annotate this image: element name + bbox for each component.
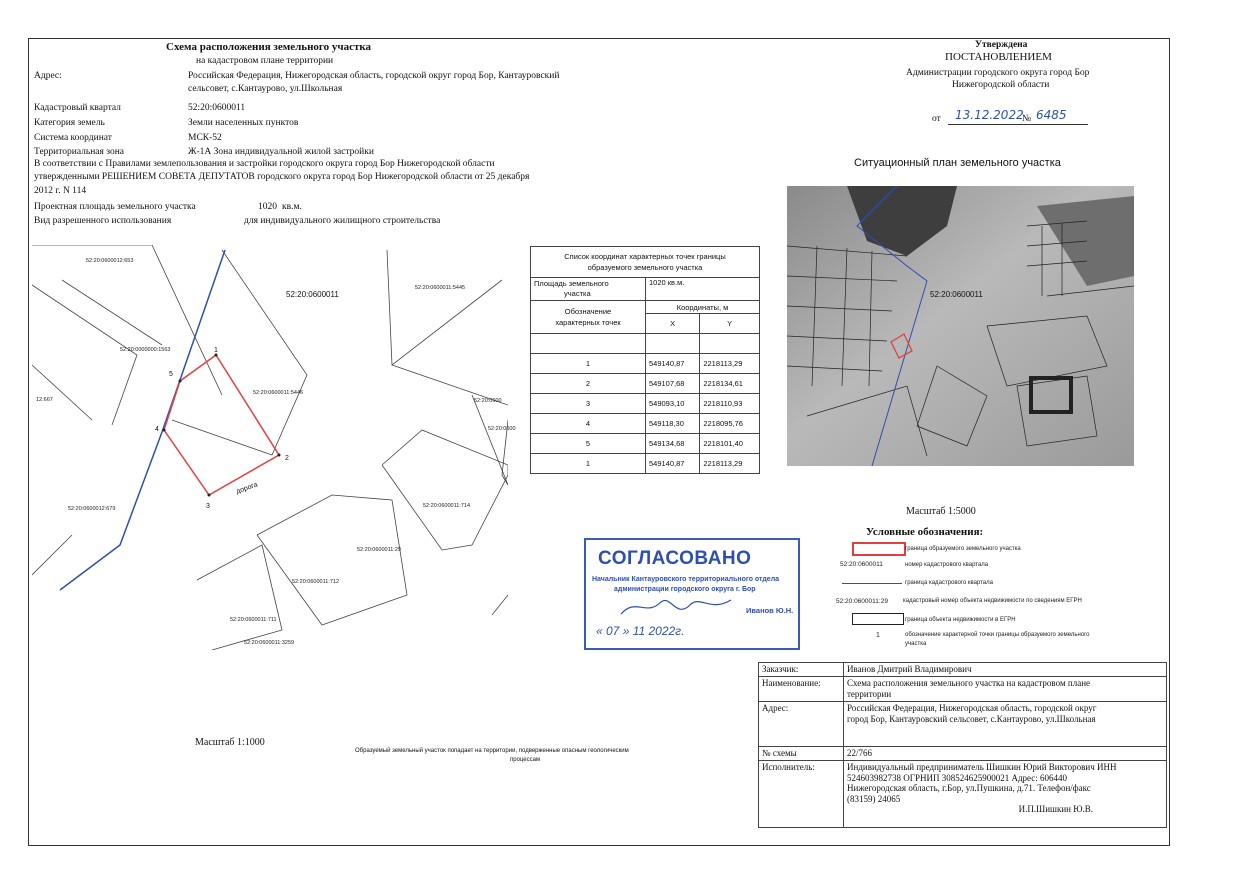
parcel-label: 12:667: [36, 397, 53, 403]
legend-symbol: 52:20:0600011: [840, 561, 883, 568]
table-row: [531, 434, 760, 454]
address-value: Российская Федерация, Нижегородская область, городской округ город Бор, Кантауровский: [188, 71, 560, 81]
legend-parcel-swatch: [852, 542, 906, 556]
coords-title-1: Список координат характерных точек границы: [564, 252, 726, 261]
zone-value: Ж-1А Зона индивидуальной жилой застройки: [188, 147, 374, 157]
info-value-cell: [844, 761, 1167, 828]
situation-quarter-label: 52:20:0600011: [930, 290, 983, 299]
legend-quarter-swatch: [842, 583, 902, 584]
point-cell: 1: [531, 354, 646, 374]
address-value-2: сельсовет, с.Кантаурово, ул.Школьная: [188, 84, 343, 94]
point-5-marker: [179, 380, 182, 383]
stamp-line-2: администрации городского округа г. Бор: [614, 586, 756, 593]
info-value-3: Нижегородская область, г.Бор, ул.Пушкина, д.71. Телефон/факс: [847, 783, 1091, 793]
use-label: Вид разрешенного использования: [34, 216, 172, 226]
stamp-name: Иванов Ю.Н.: [746, 606, 794, 615]
info-label: Наименование:: [759, 677, 844, 702]
legal-text-1: В соответствии с Правилами землепользования и застройки городского округа город Бор Нижегородской области: [34, 159, 495, 169]
legend-text: граница образуемого земельного участка: [905, 546, 1021, 552]
approval-underline: [948, 124, 1088, 125]
map-quarter-label: 52:20:0600011: [286, 290, 339, 299]
col-point-header: [531, 301, 646, 334]
legend-text: номер кадастрового квартала: [905, 562, 989, 568]
parcel-label: 52:20:0600011:711: [230, 617, 277, 623]
x-cell: 549118,30: [646, 414, 700, 434]
parcel-label: 52:20:0600011:5446: [253, 390, 304, 396]
spacer-cell: [646, 334, 700, 354]
area-value: 1020: [258, 202, 277, 212]
y-cell: 2218095,76: [700, 414, 760, 434]
y-cell: 2218134,61: [700, 374, 760, 394]
point-cell: 1: [531, 454, 646, 474]
point-3-label: 3: [206, 503, 210, 510]
x-cell: 549107,68: [646, 374, 700, 394]
table-row: [531, 374, 760, 394]
info-table: [758, 662, 1167, 828]
info-value-2: город Бор, Кантауровский сельсовет, с.Кантаурово, ул.Школьная: [847, 713, 1096, 724]
y-cell: 2218110,93: [700, 394, 760, 414]
info-label: Исполнитель:: [759, 761, 844, 828]
area-label-cell: [531, 278, 646, 301]
legend-text: кадастровый номер объекта недвижимости по сведениям ЕГРН: [903, 598, 1082, 604]
parcel-label: 52:20:0600011:29: [357, 547, 401, 553]
approval-stamp: [584, 538, 800, 650]
point-2-label: 2: [285, 455, 289, 462]
coords-title-2: образуемого земельного участка: [587, 263, 703, 272]
road-label: дорога: [235, 481, 259, 496]
point-cell: 5: [531, 434, 646, 454]
col-x-header: X: [646, 314, 700, 334]
table-row: [759, 747, 1167, 761]
point-4-label: 4: [155, 426, 159, 433]
signature-image: [616, 592, 736, 622]
parcel-label: 52:20:0600011:714: [423, 503, 470, 509]
point-3-marker: [208, 494, 211, 497]
info-value: Российская Федерация, Нижегородская область, городской округ: [847, 703, 1097, 713]
legend-object-swatch: [852, 613, 904, 625]
parcel-label: 52:20:0000000:1563: [120, 347, 171, 353]
parcel-label: 52:20:0600012:679: [68, 506, 116, 512]
approval-line-4: Нижегородской области: [952, 80, 1050, 90]
legend-text: обозначение характерной точки границы образуемого земельного: [905, 632, 1090, 638]
info-value-2: 524603982738 ОГРНИП 308524625900021 Адрес: 606440: [847, 772, 1067, 783]
approval-no: №: [1022, 114, 1032, 124]
area-unit: кв.м.: [282, 202, 302, 212]
coordinates-table: [530, 246, 760, 474]
info-value-4: (83159) 24065: [847, 793, 901, 804]
x-cell: 549140,87: [646, 454, 700, 474]
address-label: Адрес:: [34, 71, 62, 81]
legend-text: граница объекта недвижимости в ЕГРН: [905, 617, 1016, 623]
info-value: Индивидуальный предприниматель Шишкин Юрий Викторович ИНН: [847, 762, 1117, 772]
parcel-label: 52:20:0600012:653: [86, 258, 134, 264]
table-row: [531, 454, 760, 474]
approval-line-2: ПОСТАНОВЛЕНИЕМ: [945, 51, 1052, 63]
spacer-cell: [531, 334, 646, 354]
point-cell: 4: [531, 414, 646, 434]
col-point-1: Обозначение: [564, 307, 612, 316]
table-row: [759, 663, 1167, 677]
coord-system-value: МСК-52: [188, 133, 222, 143]
coords-title-cell: [531, 247, 760, 278]
approval-number: 6485: [1036, 108, 1067, 122]
point-4-marker: [163, 429, 166, 432]
map-note-2: процессам: [510, 757, 541, 763]
parcel-label: 52:20:0600011:5445: [415, 285, 466, 291]
situation-scale: Масштаб 1:5000: [906, 506, 976, 517]
map-scale: Масштаб 1:1000: [195, 737, 265, 748]
parcel-label: 52:20:0600011:712: [292, 579, 339, 585]
coords-area-label-2: участка: [564, 289, 591, 298]
quarter-value: 52:20:0600011: [188, 103, 246, 113]
legend-text-2: участка: [905, 641, 927, 647]
info-value: 22/766: [844, 747, 1167, 761]
info-label: № схемы: [759, 747, 844, 761]
coord-system-label: Система координат: [34, 133, 112, 143]
parcel-label: 52:20:0600: [474, 398, 502, 404]
area-label: Проектная площадь земельного участка: [34, 202, 196, 212]
spacer-cell: [700, 334, 760, 354]
point-5-label: 5: [169, 371, 173, 378]
zone-label: Территориальная зона: [34, 147, 125, 157]
x-cell: 549134,68: [646, 434, 700, 454]
info-label: Адрес:: [759, 702, 844, 747]
cadastral-map: [32, 245, 508, 650]
point-1-label: 1: [214, 347, 218, 354]
stamp-title: СОГЛАСОВАНО: [598, 548, 752, 569]
col-point-2: характерных точек: [555, 318, 621, 327]
legal-text-2: утвержденными РЕШЕНИЕМ СОВЕТА ДЕПУТАТОВ городского округа город Бор Нижегородской области от 25 декабря: [34, 172, 530, 182]
x-cell: 549093,10: [646, 394, 700, 414]
y-cell: 2218101,40: [700, 434, 760, 454]
situation-title: Ситуационный план земельного участка: [854, 157, 1061, 169]
y-cell: 2218113,29: [700, 354, 760, 374]
situation-plan-image: [787, 186, 1134, 466]
approval-date: 13.12.2022: [955, 108, 1024, 122]
point-cell: 3: [531, 394, 646, 414]
legend-title: Условные обозначения:: [866, 526, 984, 538]
legend-symbol: 52:20:0600011:29: [836, 598, 888, 605]
approval-line-3: Администрации городского округа город Бор: [906, 68, 1090, 78]
approval-line-1: Утверждена: [975, 40, 1028, 50]
legend-text: граница кадастрового квартала: [905, 580, 993, 586]
document-title: Схема расположения земельного участка: [166, 41, 372, 53]
contractor-signature: И.П.Шишкин Ю.В.: [1018, 804, 1093, 814]
table-row: [531, 394, 760, 414]
approval-from: от: [932, 114, 941, 124]
info-value-cell: [844, 677, 1167, 702]
info-value-cell: [844, 702, 1167, 747]
table-row: [759, 761, 1167, 828]
info-label: Заказчик:: [759, 663, 844, 677]
use-value: для индивидуального жилищного строительства: [244, 216, 441, 226]
info-value-2: территории: [847, 688, 892, 699]
x-cell: 549140,87: [646, 354, 700, 374]
parcel-label: 52:20:0600011:3259: [244, 640, 295, 646]
category-label: Категория земель: [34, 118, 105, 128]
parcel-boundaries: [32, 245, 508, 650]
quarter-label: Кадастровый квартал: [34, 103, 121, 113]
quarter-boundary: [60, 250, 225, 590]
coords-area-label-1: Площадь земельного: [534, 279, 609, 288]
table-row: [531, 414, 760, 434]
coords-area-value: 1020 кв.м.: [646, 278, 760, 301]
document-subtitle: на кадастровом плане территории: [196, 56, 334, 66]
legend-symbol: 1: [876, 632, 880, 639]
category-value: Земли населенных пунктов: [188, 118, 299, 128]
map-note-1: Образуемый земельный участок попадает на территории, подверженные опасным геологическим: [355, 748, 629, 754]
stamp-line-1: Начальник Кантауровского территориального отдела: [592, 576, 780, 583]
col-coords-header: Координаты, м: [646, 301, 760, 314]
info-value: Иванов Дмитрий Владимирович: [844, 663, 1167, 677]
table-row: [759, 702, 1167, 747]
info-value: Схема расположения земельного участка на кадастровом плане: [847, 678, 1090, 688]
col-y-header: Y: [700, 314, 760, 334]
y-cell: 2218113,29: [700, 454, 760, 474]
parcel-label: 52:20:0600: [488, 426, 516, 432]
legal-text-3: 2012 г. N 114: [34, 186, 87, 196]
stamp-date: « 07 » 11 2022г.: [596, 624, 685, 638]
characteristic-points: [163, 354, 281, 497]
table-row: [531, 354, 760, 374]
table-row: [759, 677, 1167, 702]
point-cell: 2: [531, 374, 646, 394]
point-2-marker: [278, 454, 281, 457]
